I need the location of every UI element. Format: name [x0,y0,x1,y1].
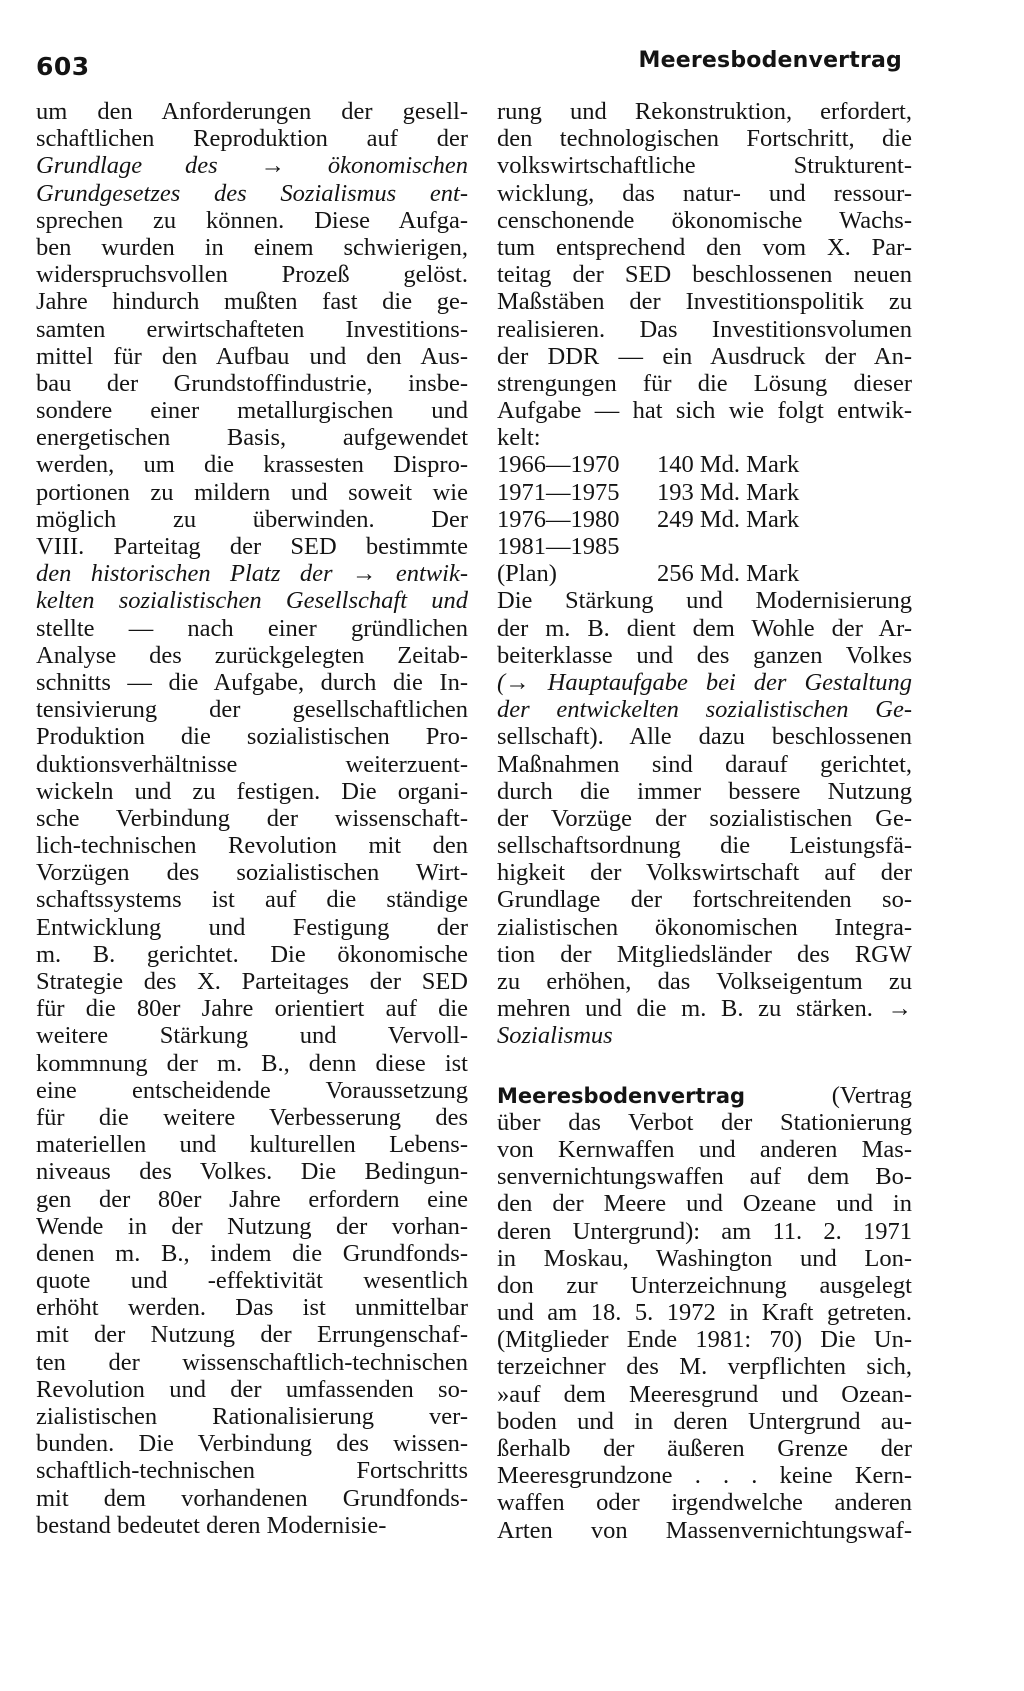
text-line: den der Meere und Ozeane und in [497,1190,912,1218]
text-line: realisieren. Das Investitionsvolumen [497,315,912,343]
text-line: quote und -effektivität wesentlich [36,1267,468,1295]
text-line: Produktion die sozialistischen Pro- [36,723,468,751]
text-line: sellschaft). Alle dazu beschlossenen [497,723,912,751]
text-line: mittel für den Aufbau und den Aus- [36,342,468,370]
text-line: werden, um die krassesten Dispro- [36,451,468,479]
text-line: boden und in deren Untergrund au- [497,1407,912,1435]
amount-cell: 193 Md. Mark [657,478,800,506]
text-line: Entwicklung und Festigung der [36,913,468,941]
right-column-top-text [497,98,912,451]
amount-cell: 140 Md. Mark [657,451,800,479]
text-line: durch die immer bessere Nutzung [497,777,912,805]
text-line: bunden. Die Verbindung des wissen- [36,1430,468,1458]
text-line: und am 18. 5. 1972 in Kraft getreten. [497,1299,912,1327]
text-line: terzeichner des M. verpflichten sich, [497,1353,912,1381]
period-cell: 1981—1985 [497,533,620,560]
investment-table [497,451,912,587]
left-column [36,98,468,1539]
amount-cell: 249 Md. Mark [657,505,800,533]
text-line: mit der Nutzung der Errungenschaf- [36,1321,468,1349]
text-line: der DDR — ein Ausdruck der An- [497,342,912,370]
text-line: strengungen für die Lösung dieser [497,369,912,397]
text-line: deren Untergrund): am 11. 2. 1971 [497,1217,912,1245]
text-line: bestand bedeutet deren Modernisie- [36,1511,387,1539]
text-line: lich-technischen Revolution mit den [36,832,468,860]
text-line: Die Stärkung und Modernisierung [497,587,912,615]
text-line: sche Verbindung der wissenschaft- [36,804,468,832]
text-line: in Moskau, Washington und Lon- [497,1244,912,1272]
period-cell: 1966—1970 [497,451,620,479]
text-line: weitere Stärkung und Vervoll- [36,1022,468,1050]
text-line: den historischen Platz der → entwik- [36,560,468,588]
table-row [497,451,912,478]
text-line: wickeln und zu festigen. Die organi- [36,777,468,805]
entry-gap [497,1050,912,1082]
text-line: zu erhöhen, das Volkseigentum zu [497,968,912,995]
text-line: um den Anforderungen der gesell- [36,98,468,125]
entry-first-line [497,1082,912,1109]
text-line: Aufgabe — hat sich wie folgt entwik- [497,397,912,425]
text-line: senvernichtungswaffen auf dem Bo- [497,1163,912,1191]
text-line: m. B. gerichtet. Die ökonomische [36,940,468,968]
text-line: tion der Mitgliedsländer des RGW [497,940,912,968]
text-line: schaftlichen Reproduktion auf der [36,125,468,153]
text-line: higkeit der Volkswirtschaft auf der [497,859,912,887]
table-row [497,479,912,506]
text-line: waffen oder irgendwelche anderen [497,1489,912,1517]
text-line: zialistischen ökonomischen Integra- [497,913,912,941]
text-line: erhöht werden. Das ist unmittelbar [36,1294,468,1322]
period-cell: 1971—1975 [497,478,620,506]
text-line: für die 80er Jahre orientiert auf die [36,995,468,1023]
text-line: der entwickelten sozialistischen Ge- [497,696,912,724]
period-cell: 1976—1980 [497,505,620,533]
text-line: für die weitere Verbesserung des [36,1103,468,1131]
text-line: Vorzügen des sozialistischen Wirt- [36,859,468,887]
text-line: Wende in der Nutzung der vorhan- [36,1212,468,1240]
text-line: kelten sozialistischen Gesellschaft und [36,587,468,615]
text-line: sondere einer metallurgischen und [36,397,468,425]
text-line: VIII. Parteitag der SED bestimmte [36,533,468,560]
text-line: schnitts — die Aufgabe, durch die In- [36,668,468,696]
text-line: Sozialismus [497,1022,613,1050]
right-column-mid-text [497,587,912,1049]
text-line: kelt: [497,424,541,452]
text-line: volkswirtschaftliche Strukturent- [497,152,912,180]
text-line: rung und Rekonstruktion, erfordert, [497,98,912,125]
text-line: (→ Hauptaufgabe bei der Gestaltung [497,668,912,696]
text-line: Grundlage des → ökonomischen [36,152,468,180]
text-line: don zur Unterzeichnung ausgelegt [497,1271,912,1299]
text-line: bau der Grundstoffindustrie, insbe- [36,369,468,397]
text-line: sprechen zu können. Diese Aufga- [36,206,468,234]
text-line: schaftssystems ist auf die ständige [36,886,468,914]
running-head: Meeresbodenvertrag [638,48,902,73]
text-line: niveaus des Volkes. Die Bedingun- [36,1158,468,1186]
amount-cell: 256 Md. Mark [657,560,800,588]
text-line: Maßnahmen sind darauf gerichtet, [497,750,912,778]
text-line: sellschaftsordnung die Leistungsfä- [497,832,912,860]
text-line: Analyse des zurückgelegten Zeitab- [36,641,468,669]
entry-headword: Meeresbodenvertrag [497,1083,746,1108]
text-line: Jahre hindurch mußten fast die ge- [36,288,468,316]
text-line: duktionsverhältnisse weiterzuent- [36,750,468,778]
text-line: mit dem vorhandenen Grundfonds- [36,1484,468,1512]
text-line: ben wurden in einem schwierigen, [36,233,468,261]
table-row [497,506,912,533]
text-line: Revolution und der umfassenden so- [36,1375,468,1403]
text-line: Arten von Massenvernichtungswaf- [497,1516,912,1544]
text-line: tensivierung der gesellschaftlichen [36,696,468,724]
text-line: denen m. B., indem die Grundfonds- [36,1239,468,1267]
right-column [497,98,912,1544]
text-line: teitag der SED beschlossenen neuen [497,261,912,289]
text-line: zialistischen Rationalisierung ver- [36,1403,468,1430]
text-line: samten erwirtschafteten Investitions- [36,315,468,343]
page-number: 603 [36,52,90,81]
text-line: mehren und die m. B. zu stärken. → [497,995,912,1023]
table-row [497,533,912,560]
text-line: schaftlich-technischen Fortschritts [36,1457,468,1485]
text-line: eine entscheidende Voraussetzung [36,1076,468,1104]
text-line: energetischen Basis, aufgewendet [36,424,468,452]
text-line: »auf dem Meeresgrund und Ozean- [497,1380,912,1408]
text-line: Grundgesetzes des Sozialismus ent- [36,179,468,207]
text-line: möglich zu überwinden. Der [36,505,468,533]
text-line: Grundlage der fortschreitenden so- [497,886,912,914]
text-line: der Vorzüge der sozialistischen Ge- [497,804,912,832]
entry-body [497,1109,912,1544]
text-line: portionen zu mildern und soweit wie [36,478,468,506]
period-cell: (Plan) [497,560,557,588]
text-line: widerspruchsvollen Prozeß gelöst. [36,261,468,289]
text-line: tum entsprechend den vom X. Par- [497,233,912,261]
table-row [497,560,912,587]
text-line: von Kernwaffen und anderen Mas- [497,1135,912,1163]
text-line: materiellen und kulturellen Lebens- [36,1131,468,1159]
text-line: kommnung der m. B., denn diese ist [36,1049,468,1077]
text-line: stellte — nach einer gründlichen [36,614,468,642]
text-line: (Mitglieder Ende 1981: 70) Die Un- [497,1326,912,1354]
text-line: wicklung, das natur- und ressour- [497,179,912,207]
text-line: ßerhalb der äußeren Grenze der [497,1435,912,1462]
text-line: Meeresgrundzone . . . keine Kern- [497,1462,912,1490]
text-line: beiterklasse und des ganzen Volkes [497,641,912,669]
text-line: censchonende ökonomische Wachs- [497,206,912,234]
text-line: Strategie des X. Parteitages der SED [36,968,468,995]
text-line: Maßstäben der Investitionspolitik zu [497,288,912,316]
entry-first-line-rest: (Vertrag [831,1081,912,1109]
text-line: den technologischen Fortschritt, die [497,125,912,153]
text-line: ten der wissenschaftlich-technischen [36,1348,468,1376]
text-line: der m. B. dient dem Wohle der Ar- [497,614,912,642]
text-line: gen der 80er Jahre erfordern eine [36,1185,468,1213]
text-line: über das Verbot der Stationierung [497,1108,912,1136]
